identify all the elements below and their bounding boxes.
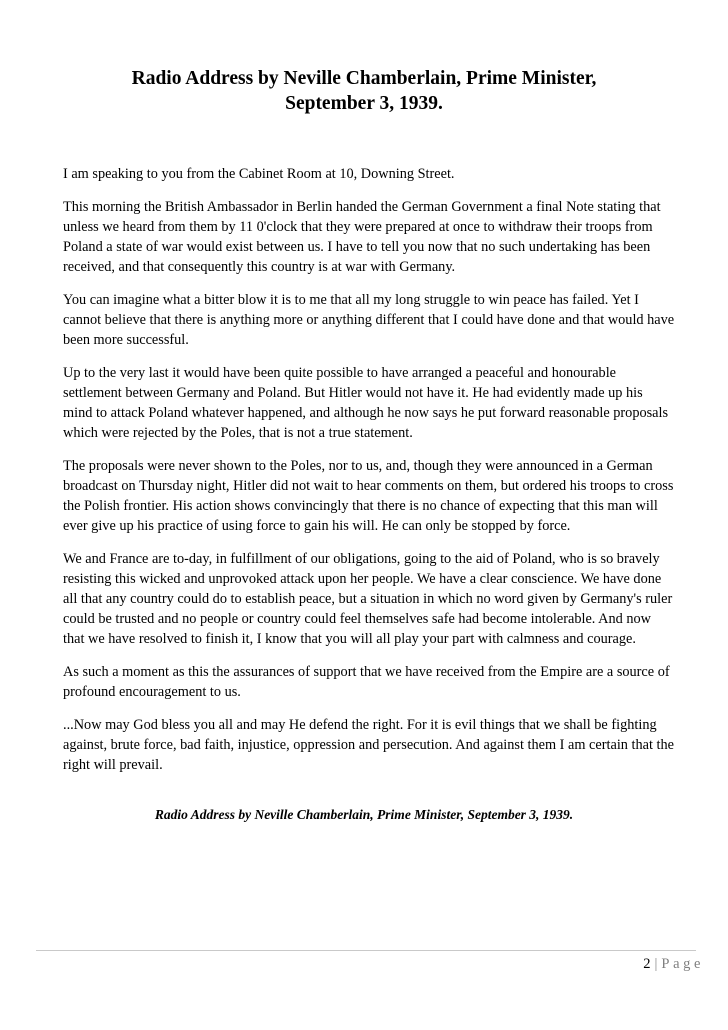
closing-caption: Radio Address by Neville Chamberlain, Prime Minister, September 3, 1939. [154, 807, 574, 822]
paragraph: The proposals were never shown to the Poles, nor to us, and, though they were announced in a German broadcast on Thursday night, Hitler did not wait to hear comments on them, but ordered his troops to cross the Polish frontier. His action shows convincingly that there is no chance of expecting that this man will ever give up his practice of using force to gain his will. He can only be stopped by force. [63, 458, 674, 534]
page-separator: | [654, 956, 658, 972]
page-word: Page [661, 956, 704, 972]
paragraph: You can imagine what a bitter blow it is to me that all my long struggle to win peace has failed. Yet I cannot believe that there is anything more or anything different that I could have done and that would have been more successful. [63, 292, 675, 348]
paragraph: This morning the British Ambassador in Berlin handed the German Government a final Note stating that unless we heard from them by 11 0'clock that they were prepared at once to withdraw their troops from Poland a state of war would exist between us. I have to tell you now that no such undertaking has been received, and that consequently this country is at war with Germany. [63, 199, 661, 275]
page-number: 2 [643, 956, 651, 972]
footer-divider [36, 950, 696, 951]
paragraph: ...Now may God bless you all and may He defend the right. For it is evil things that we shall be fighting against, brute force, bad faith, injustice, oppression and persecution. And against them I am certain that the right will prevail. [63, 717, 675, 773]
speech-body [63, 164, 675, 788]
page-footer [643, 955, 704, 973]
paragraph: Up to the very last it would have been quite possible to have arranged a peaceful and honourable settlement between Germany and Poland. But Hitler would not have it. He had evidently made up his mind to attack Poland whatever happened, and although he now says he put forward reasonable proposals which were rejected by the Poles, that is not a true statement. [63, 365, 669, 441]
title-line-1: Radio Address by Neville Chamberlain, Prime Minister, [131, 68, 597, 89]
document-title [40, 66, 688, 116]
paragraph: I am speaking to you from the Cabinet Room at 10, Downing Street. [63, 166, 455, 182]
title-line-2: September 3, 1939. [285, 93, 443, 114]
paragraph: As such a moment as this the assurances of support that we have received from the Empire are a source of profound encouragement to us. [63, 664, 670, 700]
paragraph: We and France are to-day, in fulfillment of our obligations, going to the aid of Poland, who is so bravely resisting this wicked and unprovoked attack upon her people. We have a clear conscience. We have done all that any country could do to establish peace, but a situation in which no word given by Germany's ruler could be trusted and no people or country could feel themselves safe had become intolerable. And now that we have resolved to finish it, I know that you will all play your part with calmness and courage. [63, 551, 673, 647]
